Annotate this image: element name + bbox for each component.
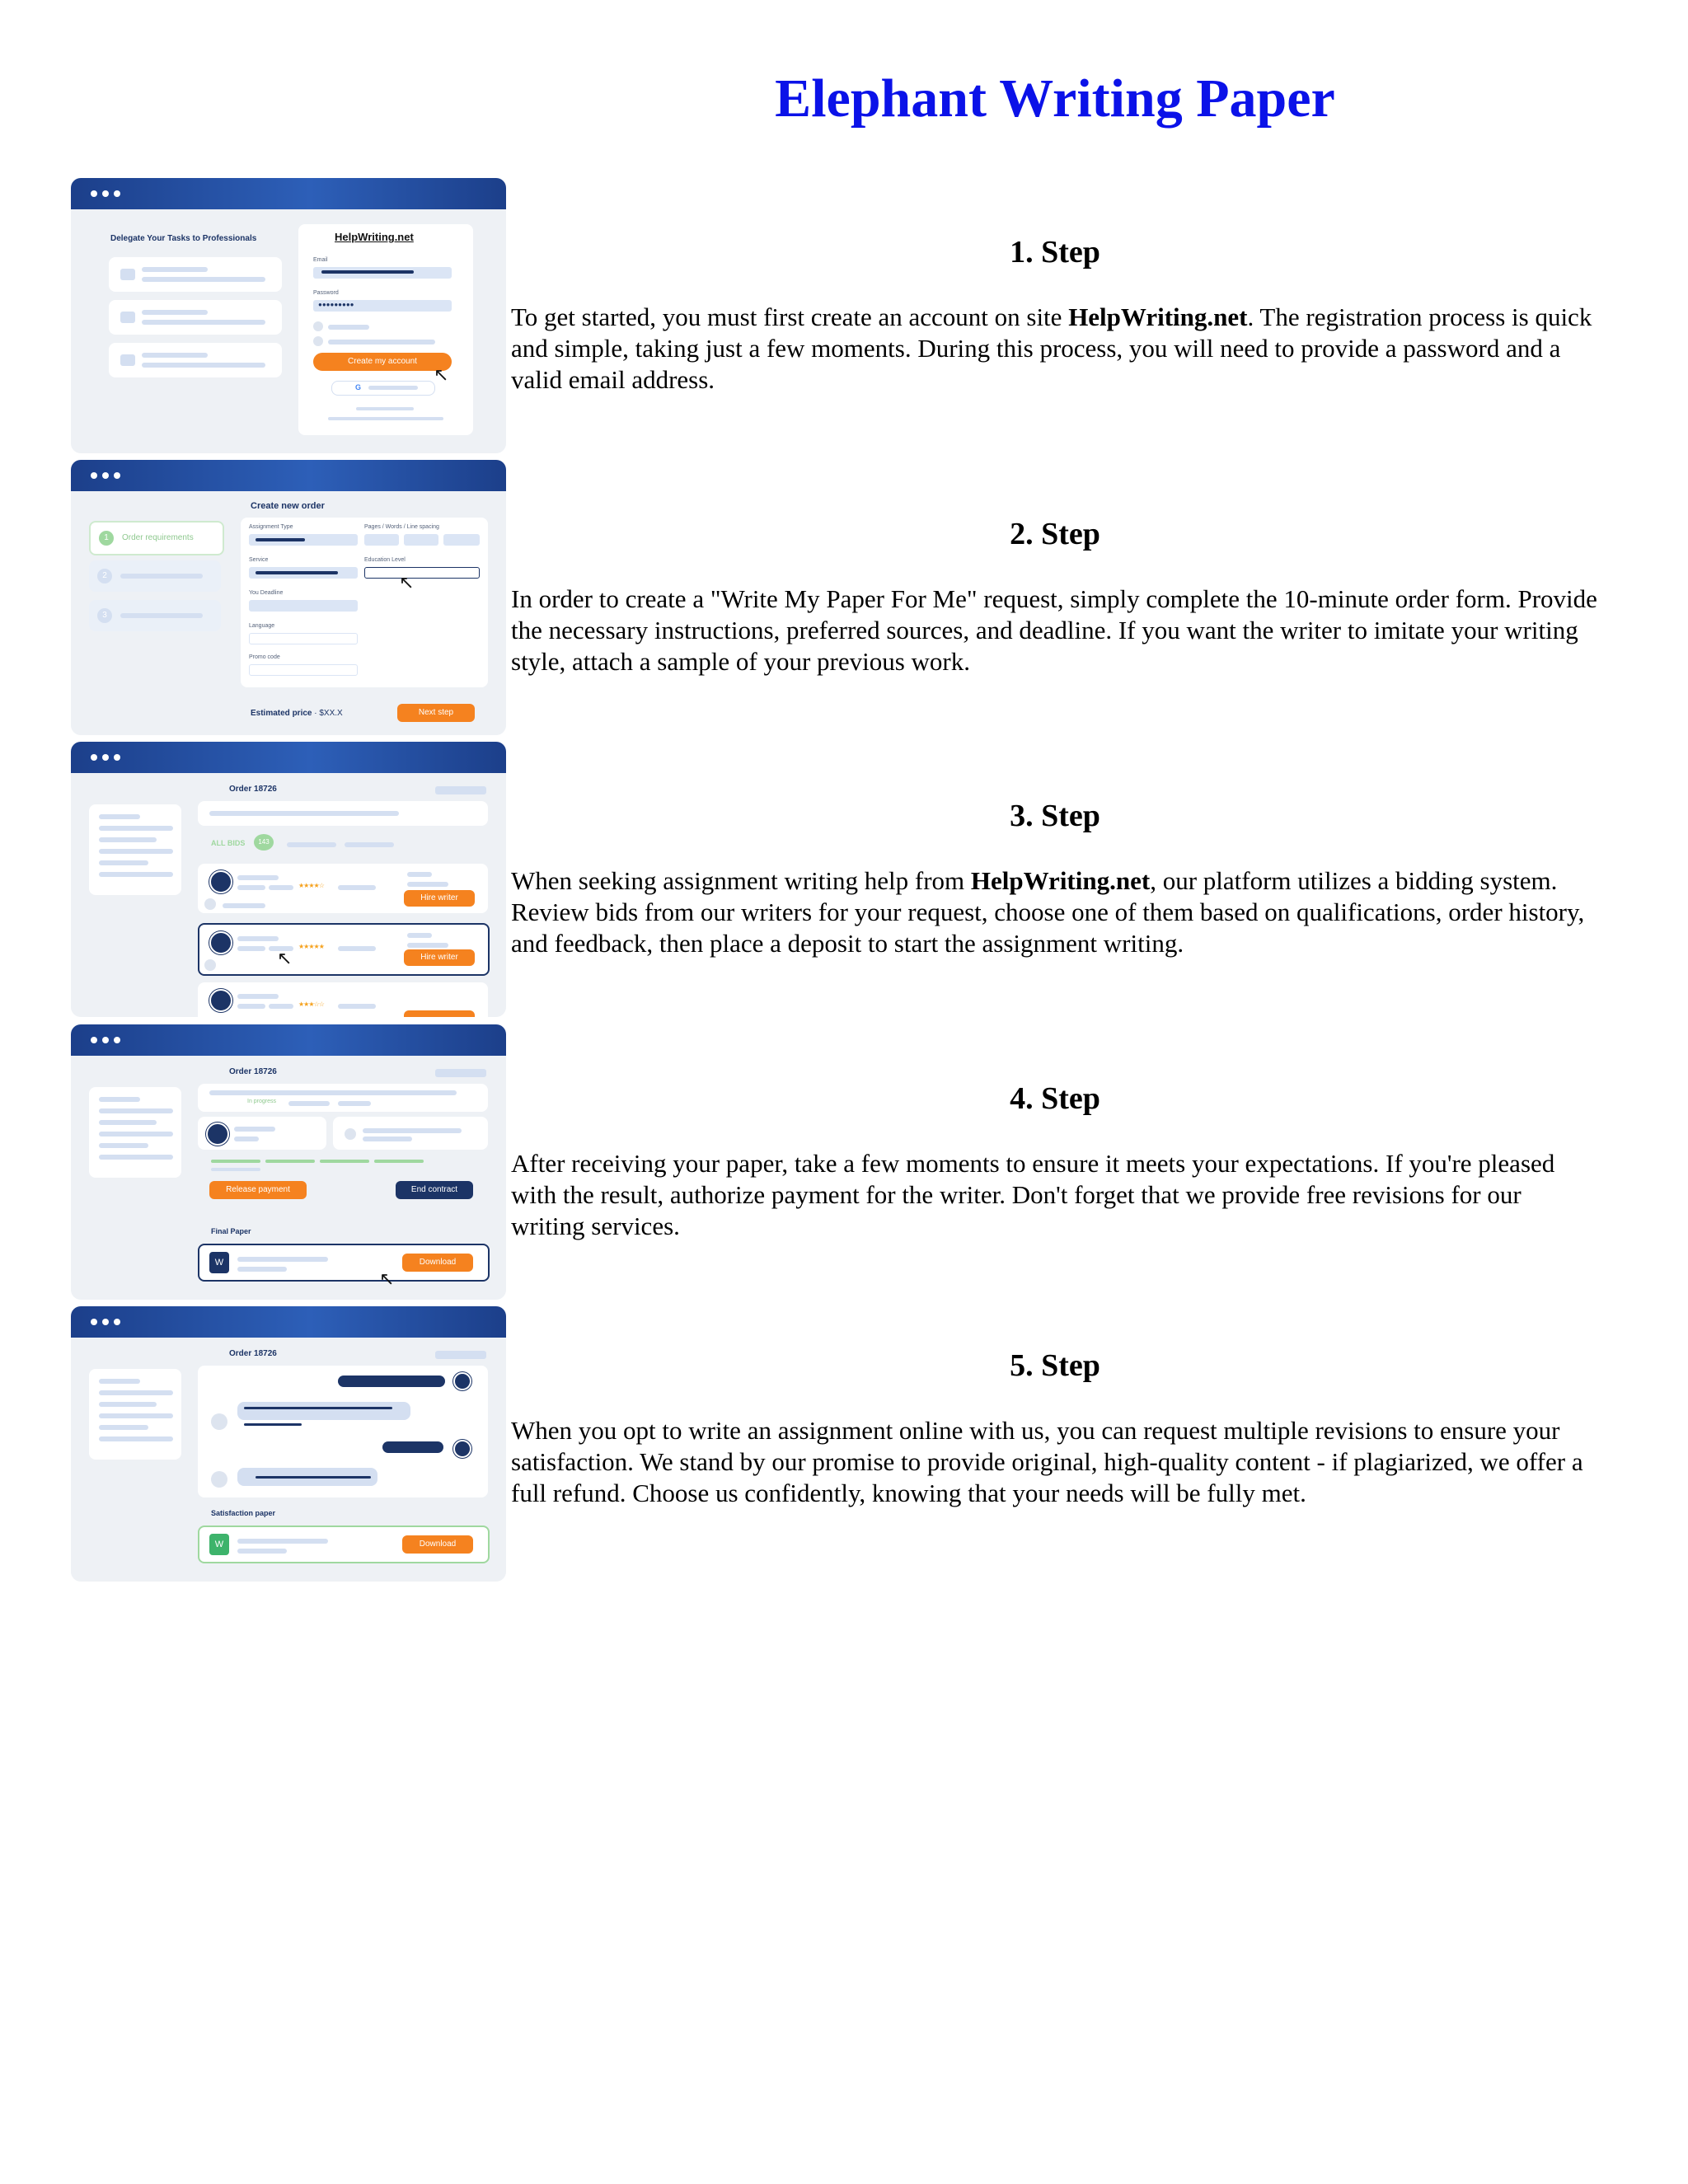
placeholder-card <box>109 257 282 292</box>
writer-card <box>198 1117 326 1150</box>
step-heading: 2. Step <box>1010 517 1100 551</box>
step-4 <box>0 1024 1688 1305</box>
window-titlebar <box>71 460 506 491</box>
user-avatar-icon <box>209 931 232 954</box>
window-dot-icon <box>91 754 97 761</box>
placeholder-card <box>109 300 282 335</box>
window-dot-icon <box>102 1037 109 1043</box>
bid-card[interactable] <box>198 864 488 913</box>
rating-stars: ★★★★☆ <box>298 882 324 889</box>
rating-stars: ★★★★★ <box>298 943 324 950</box>
step-2-text <box>511 516 1599 677</box>
sidebar-panel <box>89 1369 181 1460</box>
step-3-text <box>511 798 1599 959</box>
step-4-text <box>511 1080 1599 1242</box>
window-dot-icon <box>114 190 120 197</box>
step-5-text <box>511 1347 1599 1509</box>
step-heading: 1. Step <box>1010 235 1100 269</box>
form-title: Create new order <box>251 501 325 511</box>
window-dot-icon <box>91 472 97 479</box>
pages-field[interactable] <box>364 534 399 546</box>
step-body: After receiving your paper, take a few moments to ensure it meets your expectations. If you're pleased with the result, authorize payment for the writer. Don't forget that we provide free revisions for our writing services. <box>511 1149 1555 1240</box>
step-body: When you opt to write an assignment online with us, you can request multiple revisions to ensure your satisfaction. We stand by our promise to provide original, high-quality content - if plagiarized, we offer a full refund. Choose us confidently, knowing that your needs will be fully met. <box>511 1416 1583 1507</box>
sidebar-panel <box>89 1087 181 1178</box>
signup-form <box>298 224 473 435</box>
step-1-screenshot <box>71 178 506 453</box>
window-titlebar <box>71 178 506 209</box>
step-3 <box>0 742 1688 1022</box>
sidebar-step[interactable]: 2 <box>89 560 221 592</box>
window-dot-icon <box>102 1319 109 1325</box>
progress-segment <box>211 1160 260 1163</box>
document-icon: W <box>209 1252 229 1273</box>
education-level-select[interactable] <box>364 567 480 579</box>
chat-panel <box>198 1366 488 1497</box>
placeholder-card <box>109 343 282 377</box>
spacing-field[interactable] <box>443 534 480 546</box>
window-dot-icon <box>114 754 120 761</box>
site-name: HelpWriting.net <box>335 231 414 243</box>
site-name-bold: HelpWriting.net <box>1068 302 1248 331</box>
window-dot-icon <box>114 1037 120 1043</box>
progress-segment <box>374 1160 424 1163</box>
google-signin-button[interactable] <box>331 381 435 396</box>
create-account-button[interactable]: Create my account <box>313 353 452 371</box>
hire-writer-button[interactable] <box>404 1010 475 1017</box>
order-number: Order 18726 <box>229 1349 277 1358</box>
step-heading: 4. Step <box>1010 1081 1100 1116</box>
arrow-cursor-icon: ↖ <box>379 1268 395 1289</box>
bid-card-selected[interactable] <box>198 923 490 976</box>
deadline-field[interactable] <box>249 600 358 612</box>
step-1 <box>0 178 1688 458</box>
hire-writer-button[interactable]: Hire writer <box>404 890 475 907</box>
step-2 <box>0 460 1688 740</box>
window-dot-icon <box>91 190 97 197</box>
window-dot-icon <box>91 1037 97 1043</box>
estimated-price-label: Estimated price · $XX.X <box>251 709 343 718</box>
release-payment-button[interactable]: Release payment <box>209 1181 307 1199</box>
window-dot-icon <box>114 1319 120 1325</box>
step-body: In order to create a "Write My Paper For Me" request, simply complete the 10-minute order form. Provide the necessary instructions, preferred sources, and deadline. If you want the writer to imitate your writing style, attach a sample of your previous work. <box>511 584 1597 676</box>
shot-heading: Delegate Your Tasks to Professionals <box>110 234 257 243</box>
user-avatar-icon <box>453 1440 471 1458</box>
download-button[interactable]: Download <box>402 1254 473 1272</box>
step-2-screenshot <box>71 460 506 735</box>
satisfaction-paper-label: Satisfaction paper <box>211 1509 276 1517</box>
arrow-cursor-icon: ↖ <box>277 948 293 968</box>
progress-segment <box>320 1160 369 1163</box>
estimated-price-value: · $XX.X <box>314 709 343 718</box>
final-paper-label: Final Paper <box>211 1227 251 1235</box>
bid-card[interactable] <box>198 982 488 1017</box>
sidebar-step-active[interactable]: 1 Order requirements <box>89 521 224 555</box>
google-icon: G <box>355 383 362 391</box>
step-heading: 3. Step <box>1010 799 1100 833</box>
hire-writer-button[interactable]: Hire writer <box>404 949 475 966</box>
step-3-screenshot <box>71 742 506 1017</box>
order-status: In progress <box>247 1099 277 1104</box>
final-paper-file[interactable] <box>198 1244 490 1282</box>
order-form: Assignment Type Pages / Words / Line spacing Service Education Level You Deadline Language Promo code <box>241 518 488 687</box>
page-title: Elephant Writing Paper <box>775 68 1335 129</box>
password-label: Password <box>313 290 339 296</box>
arrow-cursor-icon: ↖ <box>434 364 449 385</box>
next-step-button[interactable]: Next step <box>397 704 475 722</box>
chat-message-outgoing <box>382 1441 443 1453</box>
arrow-cursor-icon: ↖ <box>399 572 415 593</box>
promo-code-input[interactable] <box>249 664 358 676</box>
step-body: To get started, you must first create an account on site HelpWriting.net. The registration process is quick and simple, taking just a few moments. During this process, you will need to provide a password and a valid email address. <box>511 302 1592 394</box>
window-dot-icon <box>102 754 109 761</box>
sidebar-panel <box>89 804 181 895</box>
order-number: Order 18726 <box>229 1067 277 1076</box>
words-field[interactable] <box>404 534 438 546</box>
window-dot-icon <box>91 1319 97 1325</box>
progress-segment <box>265 1160 315 1163</box>
bid-count-badge: 143 <box>254 834 274 851</box>
step-body: When seeking assignment writing help from HelpWriting.net, our platform utilizes a bidding system. Review bids from our writers for your request, choose one of them based on qualifications, order history, and feedback, then place a deposit to start the assignment writing. <box>511 866 1585 958</box>
step-1-text <box>511 234 1599 396</box>
end-contract-button[interactable]: End contract <box>396 1181 473 1199</box>
window-dot-icon <box>114 472 120 479</box>
step-4-screenshot <box>71 1024 506 1300</box>
window-titlebar <box>71 1024 506 1056</box>
window-dot-icon <box>102 190 109 197</box>
step-heading: 5. Step <box>1010 1348 1100 1383</box>
user-avatar-icon <box>453 1372 471 1390</box>
chat-message-incoming <box>237 1402 410 1420</box>
chat-message-outgoing <box>338 1376 445 1387</box>
user-avatar-icon <box>209 870 232 893</box>
document-icon: W <box>209 1534 229 1555</box>
satisfaction-paper-file[interactable] <box>198 1526 490 1563</box>
site-name-bold: HelpWriting.net <box>970 866 1151 895</box>
step-5-screenshot <box>71 1306 506 1582</box>
download-button[interactable]: Download <box>402 1535 473 1554</box>
language-select[interactable] <box>249 633 358 644</box>
email-label: Email <box>313 257 328 263</box>
sidebar-step[interactable]: 3 <box>89 600 221 631</box>
window-dot-icon <box>102 472 109 479</box>
order-summary <box>198 1084 488 1112</box>
step-5 <box>0 1306 1688 1586</box>
window-titlebar <box>71 1306 506 1338</box>
rating-stars: ★★★☆☆ <box>298 1001 324 1008</box>
window-titlebar <box>71 742 506 773</box>
password-mask: ●●●●●●●●● <box>318 301 354 308</box>
all-bids-label: ALL BIDS <box>211 839 246 847</box>
user-avatar-icon <box>206 1122 229 1146</box>
order-number: Order 18726 <box>229 785 277 794</box>
info-card <box>333 1117 488 1150</box>
order-summary <box>198 801 488 826</box>
user-avatar-icon <box>209 989 232 1012</box>
